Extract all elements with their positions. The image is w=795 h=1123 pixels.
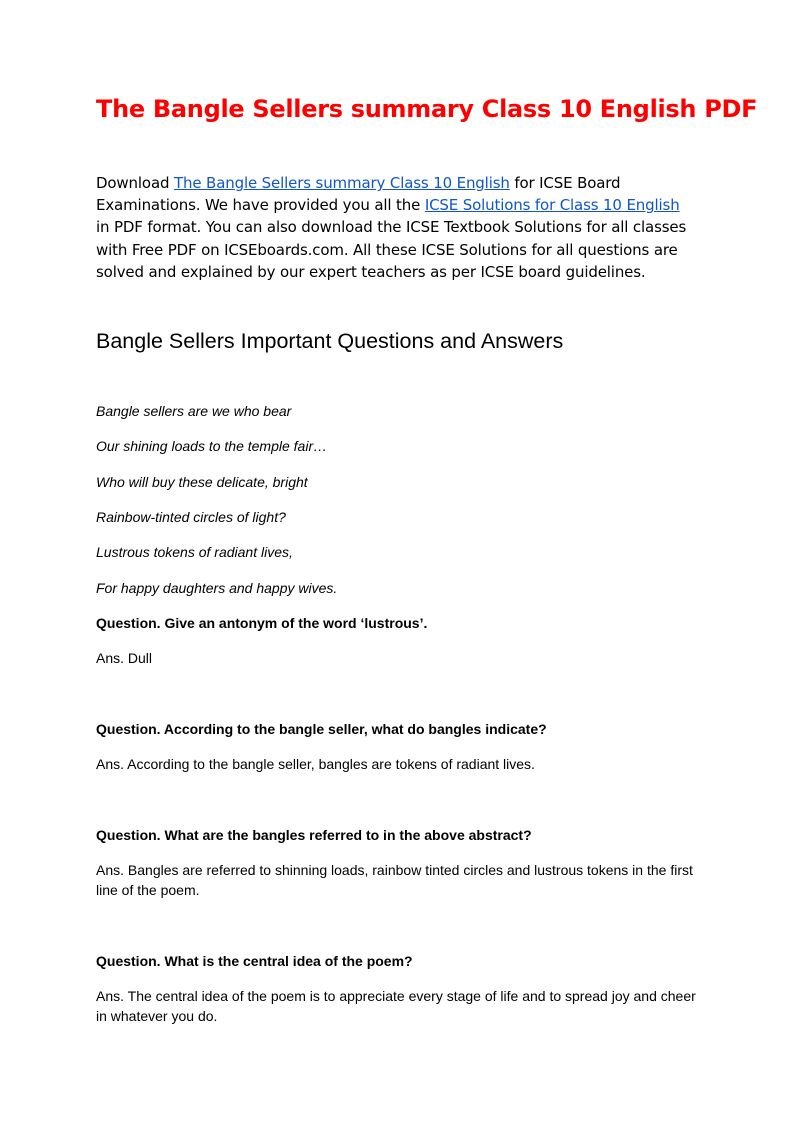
intro-text-2: for ICSE Board Examinations. We have provided you all the <box>96 174 621 215</box>
answer-text: Ans. According to the bangle seller, bangles are tokens of radiant lives. <box>96 756 535 772</box>
verse-line: Lustrous tokens of radiant lives, <box>96 544 293 560</box>
intro-text-1: Download <box>96 174 174 192</box>
intro-text-3: in PDF format. You can also download the ICSE Textbook Solutions for all classes with Free PDF on ICSEboards.com. All these ICSE Solutions for all questions are solved and explained by our expert teachers as per ICSE board guidelines. <box>96 218 687 281</box>
intro-paragraph <box>96 172 696 283</box>
answer-text: Ans. The central idea of the poem is to appreciate every stage of life and to spread joy and cheer in whatever you do. <box>96 988 696 1024</box>
answer-text: Ans. Dull <box>96 650 153 666</box>
bangle-sellers-summary-link[interactable]: The Bangle Sellers summary Class 10 English <box>173 174 510 192</box>
verse-line: Rainbow-tinted circles of light? <box>96 509 286 525</box>
page-title: The Bangle Sellers summary Class 10 English PDF <box>96 95 758 123</box>
question-text: Question. According to the bangle seller, what do bangles indicate? <box>96 721 547 737</box>
verse-line: Bangle sellers are we who bear <box>96 403 292 419</box>
verse-line: Our shining loads to the temple fair… <box>96 438 328 454</box>
icse-solutions-class-10-english-link[interactable]: ICSE Solutions for Class 10 English <box>424 196 680 215</box>
section-heading: Bangle Sellers Important Questions and Answers <box>96 329 564 353</box>
question-text: Question. Give an antonym of the word ‘lustrous’. <box>96 615 428 631</box>
question-text: Question. What are the bangles referred to in the above abstract? <box>96 827 532 843</box>
verse-line: For happy daughters and happy wives. <box>96 580 338 596</box>
answer-text: Ans. Bangles are referred to shinning loads, rainbow tinted circles and lustrous tokens in the first line of the poem. <box>96 862 693 898</box>
verse-line: Who will buy these delicate, bright <box>96 474 308 490</box>
question-text: Question. What is the central idea of the poem? <box>96 953 413 969</box>
